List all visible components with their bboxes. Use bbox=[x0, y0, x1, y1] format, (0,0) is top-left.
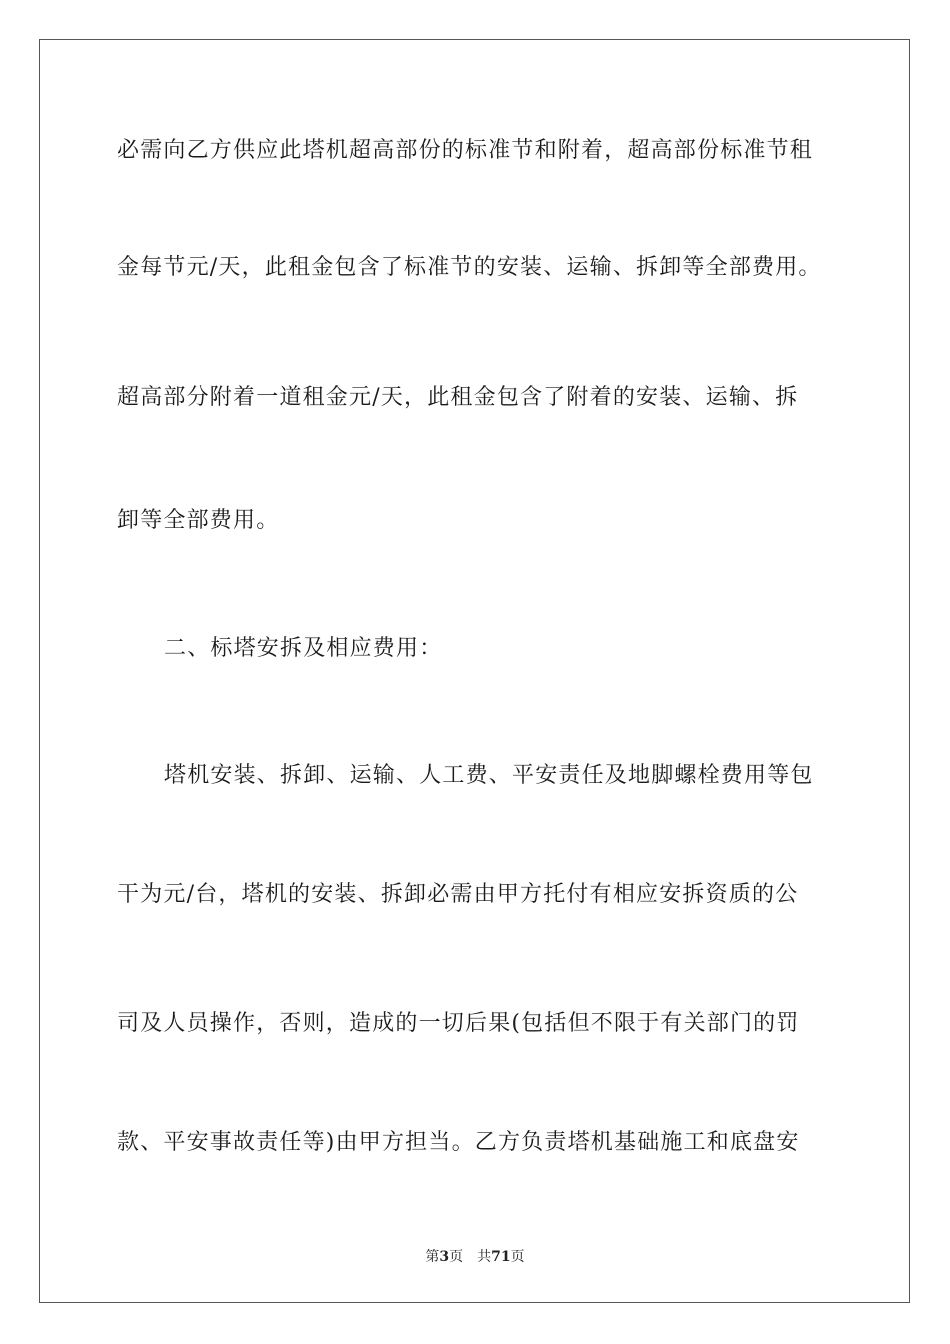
body-text-line: 金每节元/天，此租金包含了标准节的安装、运输、拆卸等全部费用。 bbox=[117, 255, 822, 280]
body-text-line: 干为元/台，塔机的安装、拆卸必需由甲方托付有相应安拆资质的公 bbox=[117, 882, 799, 907]
page-footer bbox=[0, 1248, 950, 1266]
total-prefix: 共 bbox=[477, 1249, 492, 1265]
body-text-line: 款、平安事故责任等)由甲方担当。乙方负责塔机基础施工和底盘安 bbox=[117, 1130, 800, 1155]
page-number: 3 bbox=[439, 1249, 450, 1265]
body-text-line: 卸等全部费用。 bbox=[117, 508, 280, 533]
page-prefix: 第 bbox=[425, 1249, 440, 1265]
body-text-line: 司及人员操作，否则，造成的一切后果(包括但不限于有关部门的罚 bbox=[117, 1011, 800, 1036]
body-text-line: 必需向乙方供应此塔机超高部份的标准节和附着，超高部份标准节租 bbox=[117, 138, 814, 163]
page-frame bbox=[39, 39, 910, 1303]
total-suffix: 页 bbox=[510, 1249, 525, 1265]
total-pages: 71 bbox=[491, 1249, 511, 1265]
section-heading: 二、标塔安拆及相应费用： bbox=[164, 636, 443, 661]
body-text-line: 超高部分附着一道租金元/天，此租金包含了附着的安装、运输、拆 bbox=[117, 385, 799, 410]
body-text-line: 塔机安装、拆卸、运输、人工费、平安责任及地脚螺栓费用等包 bbox=[164, 763, 814, 788]
page-suffix: 页 bbox=[449, 1249, 464, 1265]
